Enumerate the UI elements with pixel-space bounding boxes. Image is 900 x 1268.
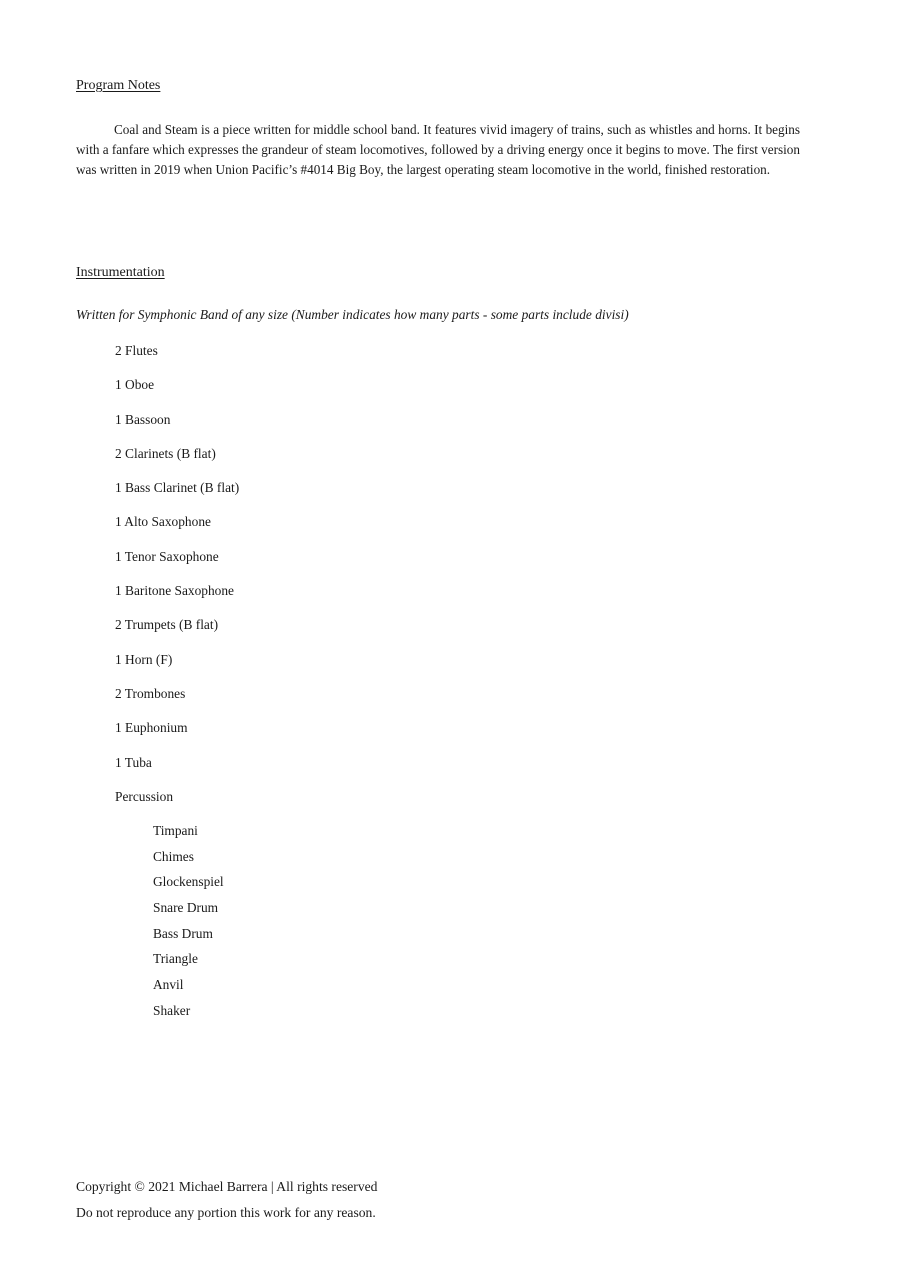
reproduction-notice: Do not reproduce any portion this work for any reason. bbox=[76, 1205, 376, 1220]
instrument-item: 1 Bassoon bbox=[115, 411, 171, 427]
program-notes-body: Coal and Steam is a piece written for middle school band. It features vivid imagery of trains, such as whistles and horns. It begins with a fanfare which expresses the grandeur of steam locomotives, followed by a driving energy once it begins to move. The first version was written in 2019 when Union Pacific’s #4014 Big Boy, the largest operating steam locomotive in the world, finished restoration. bbox=[76, 122, 800, 177]
instrument-item: 1 Bass Clarinet (B flat) bbox=[115, 480, 240, 496]
instrument-item: 2 Flutes bbox=[115, 343, 158, 358]
instrumentation-heading: Instrumentation bbox=[76, 265, 165, 280]
instrumentation-subtitle: Written for Symphonic Band of any size (Number indicates how many parts - some parts include divisi) bbox=[76, 307, 629, 322]
copyright-line: Copyright © 2021 Michael Barrera | All rights reserved bbox=[76, 1179, 378, 1194]
instrument-list bbox=[115, 342, 239, 822]
instrument-item: 1 Horn (F) bbox=[115, 651, 173, 667]
instrument-item: 1 Euphonium bbox=[115, 720, 188, 736]
instrument-item: 1 Alto Saxophone bbox=[115, 514, 211, 530]
percussion-item: Chimes bbox=[153, 848, 194, 864]
percussion-item: Triangle bbox=[153, 951, 198, 967]
percussion-item: Bass Drum bbox=[153, 925, 213, 941]
instrument-item: 1 Tuba bbox=[115, 754, 152, 770]
instrument-item: 2 Clarinets (B flat) bbox=[115, 445, 216, 461]
percussion-item: Snare Drum bbox=[153, 900, 219, 916]
instrument-item: 1 Oboe bbox=[115, 377, 155, 393]
instrument-item: 1 Tenor Saxophone bbox=[115, 548, 219, 564]
instrument-item: 2 Trumpets (B flat) bbox=[115, 617, 219, 633]
percussion-item: Shaker bbox=[153, 1002, 191, 1018]
percussion-item: Glockenspiel bbox=[153, 874, 224, 890]
percussion-list bbox=[153, 822, 224, 1028]
percussion-item: Anvil bbox=[153, 977, 184, 993]
program-notes-heading: Program Notes bbox=[76, 78, 161, 93]
percussion-item: Timpani bbox=[153, 823, 198, 838]
instrument-item: 2 Trombones bbox=[115, 685, 186, 701]
instrument-item: 1 Baritone Saxophone bbox=[115, 583, 235, 599]
instrument-item-percussion: Percussion bbox=[115, 788, 174, 804]
